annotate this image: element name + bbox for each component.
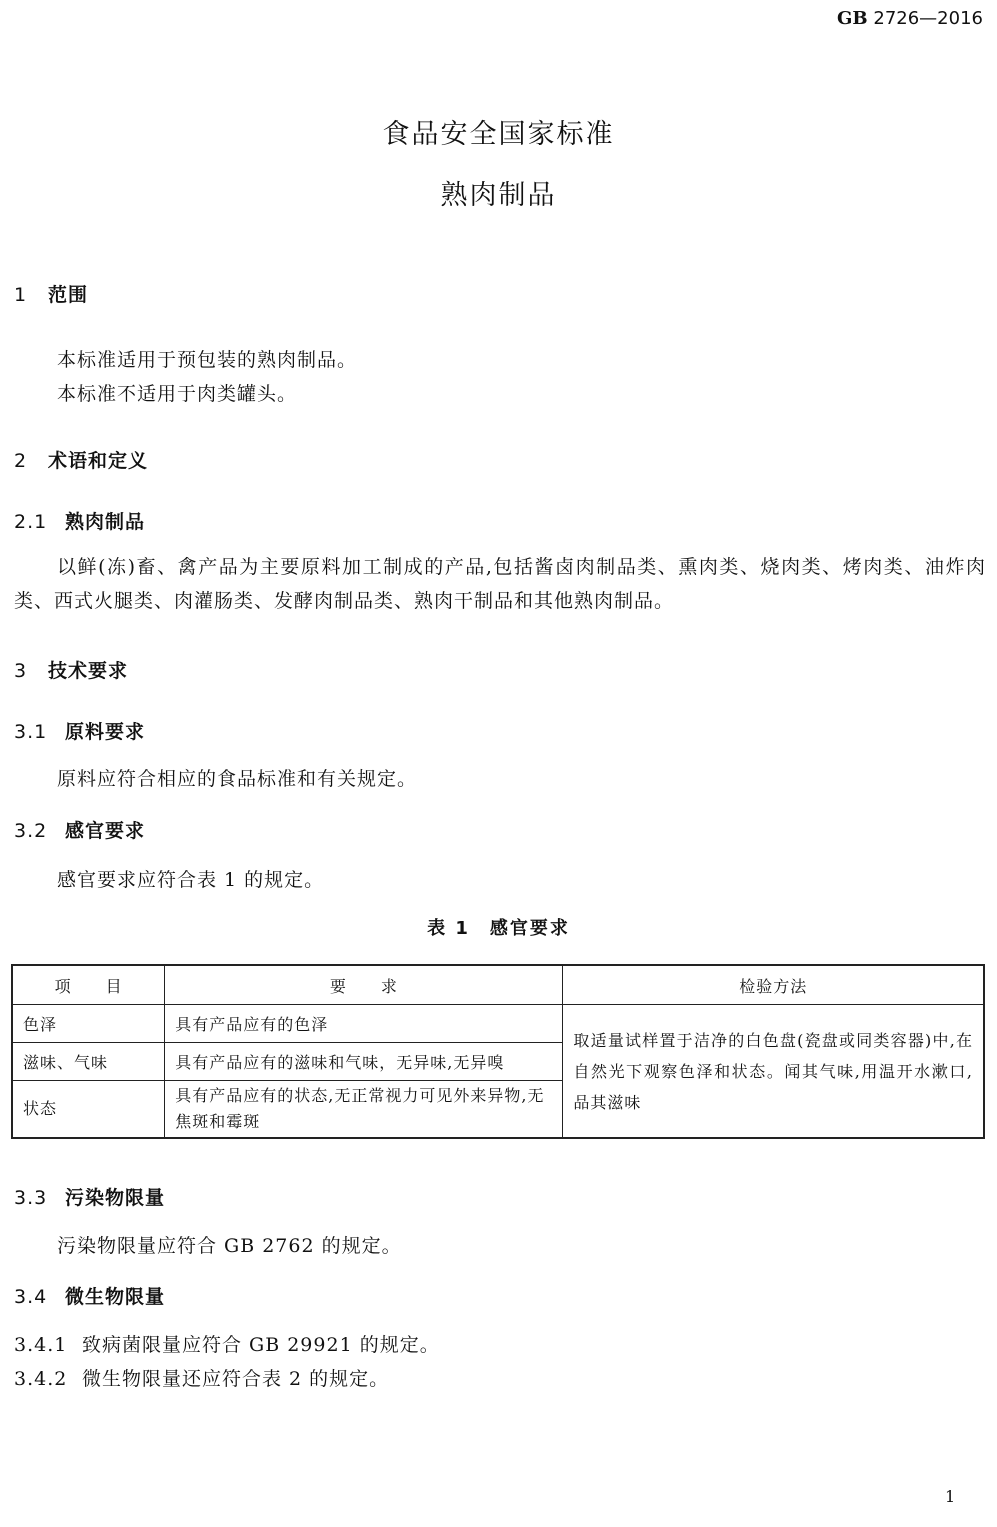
section-number: 1	[14, 284, 28, 306]
section-number: 2	[14, 450, 28, 472]
section-title: 范围	[48, 284, 89, 306]
scope-paragraph-1: 本标准适用于预包装的熟肉制品。	[57, 349, 358, 371]
section-3-3-heading	[14, 1183, 165, 1210]
clause-3-4-2	[14, 1364, 389, 1391]
section-number: 3.1	[14, 721, 48, 743]
header-method: 检验方法	[563, 965, 984, 1005]
clause-number: 3.4.1	[14, 1334, 68, 1356]
section-3-4-heading	[14, 1282, 165, 1309]
section-number: 2.1	[14, 511, 48, 533]
section-3-1-heading	[14, 717, 145, 744]
page-number: 1	[945, 1487, 956, 1506]
definition-paragraph: 以鲜(冻)畜、禽产品为主要原料加工制成的产品,包括酱卤肉制品类、熏肉类、烧肉类、烤肉类、油炸肉类、西式火腿类、肉灌肠类、发酵肉制品类、熟肉干制品和其他熟肉制品。	[14, 556, 986, 612]
clause-3-4-1	[14, 1330, 440, 1357]
section-title: 污染物限量	[65, 1187, 166, 1209]
header-item: 项 目	[12, 965, 165, 1005]
standard-prefix: GB	[837, 8, 868, 29]
standard-code: 2726—2016	[873, 8, 983, 29]
section-2-1-heading	[14, 507, 145, 534]
document-title: 食品安全国家标准	[382, 119, 615, 150]
section-1-heading	[14, 280, 88, 307]
section-title: 技术要求	[48, 660, 129, 682]
section-number: 3.4	[14, 1286, 48, 1308]
clause-number: 3.4.2	[14, 1368, 68, 1390]
section-2-heading	[14, 446, 148, 473]
table-1-caption: 表 1 感官要求	[427, 918, 570, 939]
section-title: 感官要求	[65, 820, 146, 842]
section-title: 原料要求	[65, 721, 146, 743]
table-header-row	[12, 965, 984, 1005]
clause-text: 微生物限量还应符合表 2 的规定。	[82, 1368, 390, 1390]
row-requirement: 具有产品应有的滋味和气味，无异味,无异嗅	[165, 1043, 563, 1081]
section-3-heading	[14, 656, 128, 683]
section-3-2-heading	[14, 816, 145, 843]
row-item: 滋味、气味	[12, 1043, 165, 1081]
header-requirement: 要 求	[165, 965, 563, 1005]
section-number: 3.2	[14, 820, 48, 842]
standard-number	[837, 8, 983, 29]
row-item: 状态	[12, 1081, 165, 1139]
sensory-paragraph: 感官要求应符合表 1 的规定。	[57, 869, 325, 891]
table-row	[12, 1005, 984, 1043]
row-requirement: 具有产品应有的色泽	[165, 1005, 563, 1043]
raw-material-paragraph: 原料应符合相应的食品标准和有关规定。	[57, 768, 418, 790]
section-title: 微生物限量	[65, 1286, 166, 1308]
clause-text: 致病菌限量应符合 GB 29921 的规定。	[82, 1334, 440, 1356]
row-requirement: 具有产品应有的状态,无正常视力可见外来异物,无焦斑和霉斑	[165, 1081, 563, 1139]
sensory-requirements-table	[11, 964, 985, 1139]
section-number: 3.3	[14, 1187, 48, 1209]
section-title: 术语和定义	[48, 450, 149, 472]
inspection-method: 取适量试样置于洁净的白色盘(瓷盘或同类容器)中,在自然光下观察色泽和状态。闻其气味,用温开水漱口,品其滋味	[563, 1005, 984, 1139]
document-subtitle: 熟肉制品	[440, 180, 557, 211]
section-title: 熟肉制品	[65, 511, 146, 533]
section-number: 3	[14, 660, 28, 682]
row-item: 色泽	[12, 1005, 165, 1043]
contaminant-paragraph: 污染物限量应符合 GB 2762 的规定。	[57, 1235, 402, 1257]
scope-paragraph-2: 本标准不适用于肉类罐头。	[57, 383, 298, 405]
